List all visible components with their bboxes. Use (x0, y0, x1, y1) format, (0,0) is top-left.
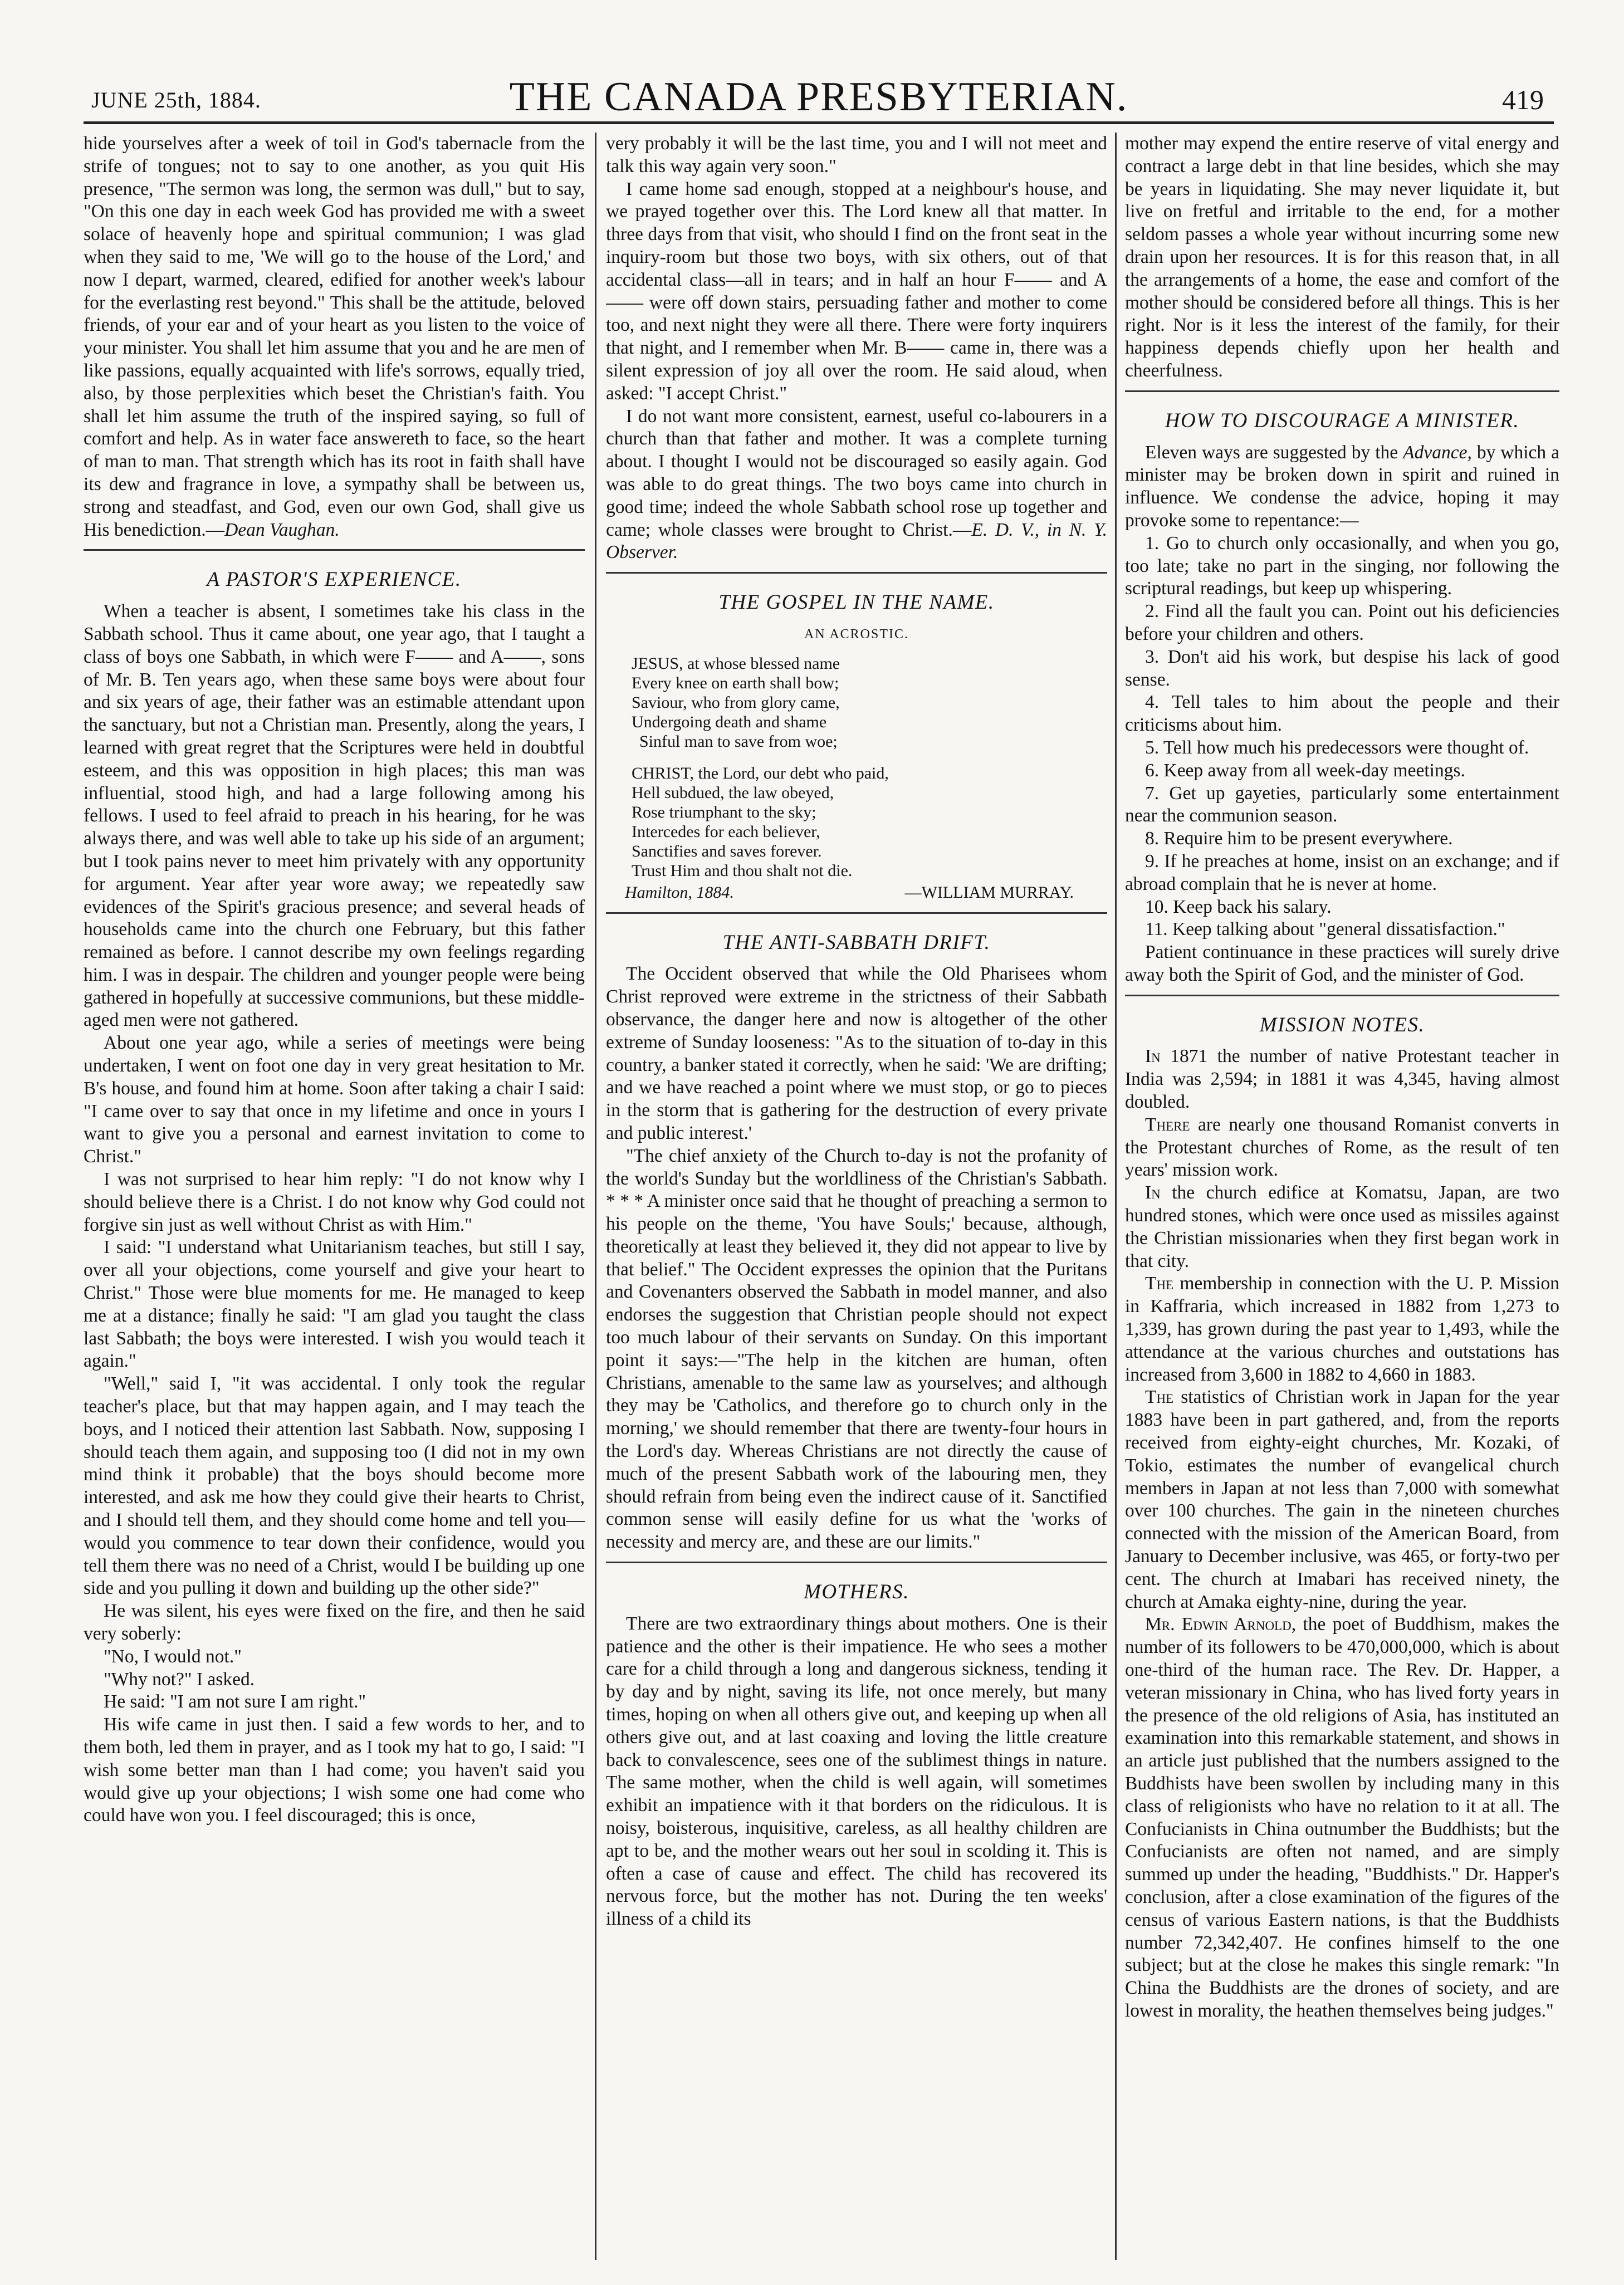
poem-line: Undergoing death and shame (632, 712, 827, 731)
section-divider (606, 1562, 1107, 1563)
list-item: 5. Tell how much his predecessors were thought of. (1145, 737, 1529, 758)
paragraph: About one year ago, while a series of meetings were being undertaken, I went on foot one day in very great hesitation to Mr. B's house, and found him at home. Soon after taking a chair I said: "I came over to say that once in my lifetime and once in yours I want to give you a personal and earnest invitation to come to Christ." (84, 1033, 585, 1167)
source-name: Advance, (1403, 442, 1472, 463)
mission-note: There are nearly one thousand Romanist converts in the Protestant churches of Rome, as the result of ten years' mission work. (1125, 1114, 1559, 1181)
list-item: 10. Keep back his salary. (1145, 896, 1332, 917)
mission-note: Mr. Edwin Arnold, the poet of Buddhism, makes the number of its followers to be 470,000,000, which is about one-third of the human race. The Rev. Dr. Happer, a veteran missionary in China, who has lived forty years in the presence of the old religions of Asia, has instituted an examination into this remarkable statement, and shows in an article just published that the numbers assigned to the Buddhists have been swollen by including many in this class of religionists who have no relation to it at all. The Confucianists in China outnumber the Buddhists; but the Confucianists are often not named, and are simply summed up under the heading, "Buddhists." Dr. Happer's conclusion, after a close examination of the figures of the census of various Eastern nations, is that the Buddhists number 72,342,407. He confines himself to the one subject; but at the close he makes this single remark: "In China the Buddhists are the drones of society, and are lowest in morality, the heathen themselves being judges." (1125, 1614, 1559, 2021)
article-heading-anti-sabbath: THE ANTI-SABBATH DRIFT. (722, 931, 991, 954)
section-divider (84, 549, 585, 551)
mission-note: In 1871 the number of native Protestant teacher in India was 2,594; in 1881 it was 4,345, having almost doubled. (1125, 1046, 1559, 1113)
mission-note: The membership in connection with the U. P. Mission in Kaffraria, which increased in 1882 from 1,273 to 1,339, has grown during the past year to 1,493, while the attendance at the various churches and outstations has increased from 3,600 in 1882 to 4,660 in 1883. (1125, 1273, 1559, 1385)
paragraph: "No, I would not." (104, 1646, 242, 1667)
sermon-conclusion: hide yourselves after a week of toil in God's tabernacle from the strife of tongues; not to say to one another, as you quit His presence, "The sermon was long, the sermon was dull," but to say, "On this one day in each week God has provided me with a sweet solace of heavenly hope and spiritual communion; I was glad when they said to me, 'We will go to the house of the Lord,' and now I depart, warmed, cleared, edified for another week's labour for the everlasting rest beyond." This shall be the attitude, beloved friends, of your ear and of your heart as you listen to the voice of your minister. You shall let him assume that you and he are men of like passions, equally acquainted with life's sorrows, equally tried, also, by those perplexities which beset the Christian's faith. You shall let him assume the truth of the inspired saying, so full of comfort and help. As in water face answereth to face, so the heart of man to man. That strength which has its root in faith shall have its dew and fragrance in love, a sympathy shall be between us, strong and steadfast, and God, even our own God, shall give us His benediction.—Dean Vaughan. (84, 133, 585, 540)
poem-line: Sanctifies and saves forever. (632, 841, 822, 860)
poem-heading: THE GOSPEL IN THE NAME. (718, 591, 995, 614)
poem-place: Hamilton, 1884. (625, 883, 734, 902)
poem-line: CHRIST, the Lord, our debt who paid, (632, 764, 889, 782)
paragraph: Patient continuance in these practices will surely drive away both the Spirit of God, and the minister of God. (1125, 942, 1559, 985)
stanza-gap (632, 751, 1107, 764)
section-divider (1125, 995, 1559, 996)
paragraph: I came home sad enough, stopped at a neighbour's house, and we prayed together over this. The Lord knew all that matter. In three days from that visit, who should I find on the front seat in the inquiry-room but those two boys, with six others, out of that accidental class—all in tears; and in half an hour F—— and A—— were off down stairs, persuading father and mother to come too, and next night they were all there. There were forty inquirers that night, and I remember when Mr. B—— came in, there was a silent expression of joy all over the room. He said aloud, when asked: "I accept Christ." (606, 178, 1107, 404)
paragraph: He was silent, his eyes were fixed on the fire, and then he said very soberly: (84, 1601, 585, 1644)
poem-author: —WILLIAM MURRAY. (904, 883, 1074, 902)
paragraph: Eleven ways are suggested by the Advance, by which a minister may be broken down in spirit and ruined in influence. We condense the advice, hoping it may provoke some to repentance:— (1125, 442, 1559, 531)
poem-line: Every knee on earth shall bow; (632, 673, 839, 692)
column-rule-right (1115, 133, 1117, 2260)
poem-subtitle: AN ACROSTIC. (804, 627, 909, 642)
section-divider (606, 912, 1107, 914)
poem-line: Sinful man to save from woe; (639, 732, 838, 751)
paragraph: His wife came in just then. I said a few words to her, and to them both, led them in prayer, and as I took my hat to go, I said: "I wish some better man than I had come; you haven't said you would give up your objections; I wish some one had come who could have won you. I feel discouraged; this is once, (84, 1714, 585, 1826)
section-divider (1125, 390, 1559, 392)
paragraph: I do not want more consistent, earnest, useful co-labourers in a church than that father and mother. It was a complete turning about. I thought I would not be discouraged so easily again. God was able to do great things. The two boys came into church in good time; indeed the whole Sabbath school rose up together and came; whole classes were brought to Christ.—E. D. V., in N. Y. Observer. (606, 405, 1107, 563)
list-item: 1. Go to church only occasionally, and when you go, too late; take no part in the singing, nor following the scriptural readings, but keep up whispering. (1125, 532, 1559, 599)
poem-signature (625, 882, 1107, 904)
article-signature: E. D. V., in N. Y. Observer. (606, 519, 1107, 563)
paragraph: mother may expend the entire reserve of vital energy and contract a large debt in that line besides, which she may be years in liquidating. She may never liquidate it, but live on fretful and irritable to the end, for a mother seldom passes a whole year without incurring some new drain upon her resources. It is for this reason that, in all the arrangements of a home, the ease and comfort of the mother should be considered before all things. This is her right. Nor is it less the interest of the family, for their happiness depends chiefly upon her health and cheerfulness. (1125, 133, 1559, 381)
list-item: 3. Don't aid his work, but despise his lack of good sense. (1125, 646, 1559, 690)
article-heading-discourage-minister: HOW TO DISCOURAGE A MINISTER. (1165, 409, 1520, 432)
mission-note: The statistics of Christian work in Japan for the year 1883 have been in part gathered, and, from the reports received from eighty-eight churches, Mr. Kozaki, of Tokio, estimates the number of evangelical church members in Japan at not less than 7,000 with somewhat over 100 churches. The gain in the nineteen churches connected with the mission of the American Board, from January to December inclusive, was 465, or forty-two per cent. The church at Imabari has received ninety, the church at Amaka eighty-nine, during the year. (1125, 1387, 1559, 1612)
paragraph: He said: "I am not sure I am right." (104, 1691, 366, 1712)
column-3 (1125, 133, 1559, 2260)
newspaper-title: THE CANADA PRESBYTERIAN. (509, 74, 1128, 120)
mission-note: In the church edifice at Komatsu, Japan, are two hundred stones, which were once used as missiles against the Christian missionaries when they first began work in that city. (1125, 1182, 1559, 1271)
article-heading-mission-notes: MISSION NOTES. (1259, 1013, 1425, 1036)
paragraph: When a teacher is absent, I sometimes take his class in the Sabbath school. Thus it came about, one year ago, that I taught a class of boys one Sabbath, in which were F—— and A——, sons of Mr. B. Ten years ago, when these same boys were about four and six years of age, their father was an estimable attendant upon the sanctuary, but not a Christian man. Presently, along the years, I learned with great regret that the Scriptures were held in doubtful esteem, and this was opposition in high places; this man was influential, stood high, and had a large following among his fellows. I used to feel afraid to preach in his hearing, for he was always there, and was well able to take up his side of an argument; but I took pains never to meet him privately with any opportunity for argument. Year after year wore away; we repeatedly saw evidences of the Spirit's gracious presence; and several heads of households came into the church one February, but this father remained as before. I cannot describe my own feelings regarding him. I was in despair. The children and younger people were being gathered in hopefully at successive communions, but these middle-aged men were not gathered. (84, 601, 585, 1031)
column-1 (84, 133, 585, 2260)
poem-line: Trust Him and thou shalt not die. (632, 861, 853, 880)
paragraph: "The chief anxiety of the Church to-day is not the profanity of the world's Sunday but the worldliness of the Christian's Sabbath. * * * A minister once said that he thought of preaching a sermon to his people on the theme, 'You have Souls;' because, although, theoretically at least they believed it, they did not appear to live by that belief." The Occident expresses the opinion that the Puritans and Covenanters observed the Sabbath in model manner, and also endorses the suggestion that Christian people should not expect too much labour of their servants on Sunday. On this important point it says:—"The help in the kitchen are human, often Christians, amenable to the same law as yourselves; and although they may be 'Catholics, and therefore go to church only in the morning,' we should remember that there are twenty-four hours in the Lord's day. Whereas Christians are not directly the cause of much of the present Sabbath work of the labouring men, they should refrain from being even the indirect cause of it. Sanctified common sense will easily define for us what the 'works of necessity and mercy are, and these are our limits." (606, 1145, 1107, 1553)
article-heading-mothers: MOTHERS. (804, 1581, 909, 1604)
poem-line: Intercedes for each believer, (632, 822, 820, 841)
paragraph: "Well," said I, "it was accidental. I only took the regular teacher's place, but that may happen again, and I may teach the boys, and I noticed their attention last Sabbath. Now, supposing I should teach them again, and supposing too (I did not in my own mind think it probable) that the boys should become more interested, and ask me how they could give their hearts to Christ, and I should tell them, and they should come home and tell you—would you commence to tear down their confidence, would you tell them there was no need of a Christ, would I be building up one side and you pulling it down and building up the other side?" (84, 1373, 585, 1599)
paragraph: There are two extraordinary things about mothers. One is their patience and the other is their impatience. He who sees a mother care for a child through a long and dangerous sickness, tending it by day and by night, saving its life, not once merely, but many times, hoping on when all others give out, and keeping up when all others give out, and at last coaxing and loving the little creature back to convalescence, sees one of the sublimest things in nature. The same mother, when the child is well again, will sometimes exhibit an impatience with it that borders on the ridiculous. It is noisy, boisterous, inquisitive, careless, as all healthy children are apt to be, and the mother wears out her soul in scolding it. This is often a case of cause and effect. The child has recovered its nervous force, but the mother has not. During the ten weeks' illness of a child its (606, 1613, 1107, 1930)
list-item: 2. Find all the fault you can. Point out his deficiencies before your children and others. (1125, 601, 1559, 644)
paragraph: The Occident observed that while the Old Pharisees whom Christ reproved were extreme in the strictness of their Sabbath observance, the danger here and now is altogether of the other extreme of Sunday looseness: "As to the situation of to-day in this country, a banker stated it correctly, when he said: 'We are drifting; and we have reached a point where we must stop, or go to pieces in the storm that is gathering for the destruction of every private and public interest.' (606, 963, 1107, 1143)
sermon-signature: Dean Vaughan. (224, 519, 340, 540)
list-item: 4. Tell tales to him about the people and their criticisms about him. (1125, 692, 1559, 736)
paragraph: I was not surprised to hear him reply: "I do not know why I should believe there is a Christ. I do not know why God could not forgive sin just as well without Christ as with Him." (84, 1169, 585, 1235)
section-divider (606, 572, 1107, 574)
list-item: 9. If he preaches at home, insist on an exchange; and if abroad complain that he is never at home. (1125, 850, 1559, 894)
poem-line: Rose triumphant to the sky; (632, 803, 816, 821)
article-heading-pastors-experience: A PASTOR'S EXPERIENCE. (207, 568, 462, 591)
list-item: 11. Keep talking about "general dissatisfaction." (1145, 919, 1505, 940)
masthead (84, 71, 1554, 124)
column-rule-left (595, 133, 596, 2260)
acrostic-poem (632, 654, 1107, 880)
poem-line: Hell subdued, the law obeyed, (632, 783, 834, 802)
issue-date: JUNE 25th, 1884. (91, 87, 261, 112)
paragraph: very probably it will be the last time, you and I will not meet and talk this way again very soon." (606, 133, 1107, 177)
paragraph: I said: "I understand what Unitarianism teaches, but still I say, over all your objections, come yourself and give your heart to Christ." Those were blue moments for me. He managed to keep me at a distance; finally he said: "I am glad you taught the class last Sabbath; the boys were interested. I wish you would teach it again." (84, 1237, 585, 1372)
poem-line: JESUS, at whose blessed name (632, 654, 840, 673)
column-2 (606, 133, 1107, 2260)
list-item: 7. Get up gayeties, particularly some entertainment near the communion season. (1125, 782, 1559, 826)
list-item: 6. Keep away from all week-day meetings. (1145, 760, 1465, 781)
list-item: 8. Require him to be present everywhere. (1145, 828, 1453, 849)
paragraph: "Why not?" I asked. (104, 1669, 255, 1690)
page-number: 419 (1502, 84, 1544, 115)
poem-line: Saviour, who from glory came, (632, 693, 840, 712)
